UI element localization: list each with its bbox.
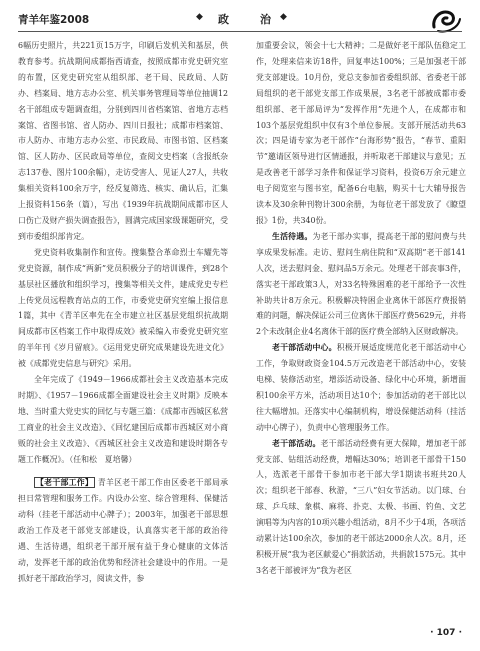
paragraph: 党史资料收集制作和宣传。搜集整合革命烈士车耀先等党史资源，制作成“两新”党员积极分子的培训课件，到28个基层社区播放和组织学习，搜集等相关文件，建成党史专栏上传党员远程教育站点的工作，市委党史研究室编上报信息1篇，其中《青羊区率先在全市建立社区基层党组织抗战期间成都市区档案工作中取得成效》被采编入市委党史研究室的半年刊《岁月留痕》。《运用党史研究成果建设先进文化》被《成都党史信息与研究》采用。 [18,247,228,369]
diamond-ornament-icon: ◆ [196,12,203,22]
right-column [256,38,466,628]
paragraph-activities [256,436,466,579]
subsection-label: 老干部活动中心。 [272,343,337,353]
paragraph: 全年完成了《1949－1966成都社会主义改造基本完成时期》、《1957－1966成都全面建设社会主义时期》反映本地、当时重大党史实的回忆与专题三篇：《成都市西城区私营工商业的社会主义改造》、《回忆建国后成都市西城区对小商贩的社会主义改造》、《西城区社会主义改造和建设时期各专题工作概况》。（任和松 夏培馨） [18,375,228,464]
running-header [18,8,462,30]
paragraph: 加重要会议，领会十七大精神；二是做好老干部队伍稳定工作，处理来信来访18件，回复率达100%；三是加强老干部党支部建设。10月份，党总支参加省委组织部、省委老干部局组织的老干部党支部工作成果展，3名老干部被成都市委组织部、老干部局评为“发挥作用”先进个人，在成都市和103个基层党组织中仅有3个单位参展。支部开展活动共63次；四是请专家为老干部作“台海形势”报告，“春节、重阳节”邀请区领导进行区情通报，并听取老干部建议与意见；五是改善老干部学习条件和保证学习资料，投资6万余元建立电子阅览室与图书室，配备6台电脑，购买十七大辅导报告读本及30余种刊物计300余册，为每位老干部发放了《瞭望报》1份，共340份。 [256,41,466,225]
paragraph: 6幅历史照片，共221页15万字，印刷后发机关和基层，供教育参考。抗战期间成都指西请查，按照成都市党史研究室的布置，区党史研究室从组织部、老干局、民政局、人防办、档案局、地方志办公室、机关事务管理局等单位抽调12名干部组成专题调查组，分别到四川省档案馆、省地方志档案馆、省图书馆、省人防办、四川日报社；成都市档案馆、市人防办、市地方志办公室、市民政局、市图书馆、区档案馆、区人防办、区民政局等单位，查阅文史档案（含报纸杂志137卷、图片100余幅），走访受害人、见证人27人，共收集相关资料100余万字，经反复筛选、核实、确认后，汇集上报资料156条（篇），写出《1939年抗战期间成都市区人口伤亡及财产损失调查报告》，圆满完成国家级课题研究，受到市委组织部肯定。 [18,41,228,241]
left-column [18,38,228,628]
section-title: 政 治 [218,13,281,26]
section-heading-label: 【老干部工作】 [36,478,94,488]
paragraph-activity-center [256,340,466,435]
paragraph-text: 老干部活动经费有更大保障，增加老干部党支部、钻组活动经费，增幅达30%；培训老干部骨干150人，选派老干部骨干参加市老干部大学1期读书班共20人次；组织老干部春、秋游，“三八”妇女节活动。以门球、台球、乒乓球、象棋、麻将、扑克、太极、书画、钓鱼、文艺演唱等为内容的10项兴趣小组活动，8月不少于4项，各项活动累计达100余次，参加的老干部达2000余人次。8月，还积极开展“我为老区献爱心”捐款活动，共捐款1575元。其中3名老干部被评为“我为老区 [256,438,466,575]
subsection-label: 老干部活动。 [272,438,321,448]
page-number: · 107 · [430,628,462,638]
paragraph-text: 青羊区老干部工作由区委老干部局承担日常管理和服务工作。内设办公室、综合管理科、保健活动科（挂老干部活动中心牌子）；2003年，加强老干部思想政治工作及老干部党支部建设，认真落实老干部的政治待遇、生活待遇，组织老干部开展有益于身心健康的文体活动，发挥老干部的政治优势和经济社会建设中的作用。一是抓好老干部政治学习，阅读文件，参 [18,478,228,583]
paragraph-living-benefits [256,229,466,340]
header-rule [18,31,462,32]
diamond-ornament-icon: ◆ [280,12,287,22]
yearbook-title: 青羊年鉴2008 [18,14,90,26]
paragraph-text: 积极开展适度规范化老干部活动中心工作，争取财政资金104.5万元改造老干部活动中心，安装电梯、装修活动室，增添活动设备、绿化中心环境，新增面积100余平方米，活动项目达10个；参加活动的老干部比以往大幅增加。还落实中心编制机构，增设保健活动科（挂活动中心牌子），负责中心管理服务工作。 [256,343,466,432]
paragraph-text: 为老干部办实事，提高老干部的慰问费与共享成果发标准。走访、慰问生病住院和“双高期”老干部141人次，送去慰问金、慰问品5万余元。处理老干部丧事3件，落实老干部政策3人，对33名特殊困难的老干部给予一次性补助共计8万余元。积极解决特困企业离休干部医疗费报销难的问题，解决保证公司三位离休干部医疗费5629元，并将2个未改制企业4名离休干部的医疗费全部纳入区财政解决。 [256,231,466,337]
subsection-label: 生活待遇。 [272,231,313,241]
paragraph-veteran-cadre-work [18,475,228,586]
